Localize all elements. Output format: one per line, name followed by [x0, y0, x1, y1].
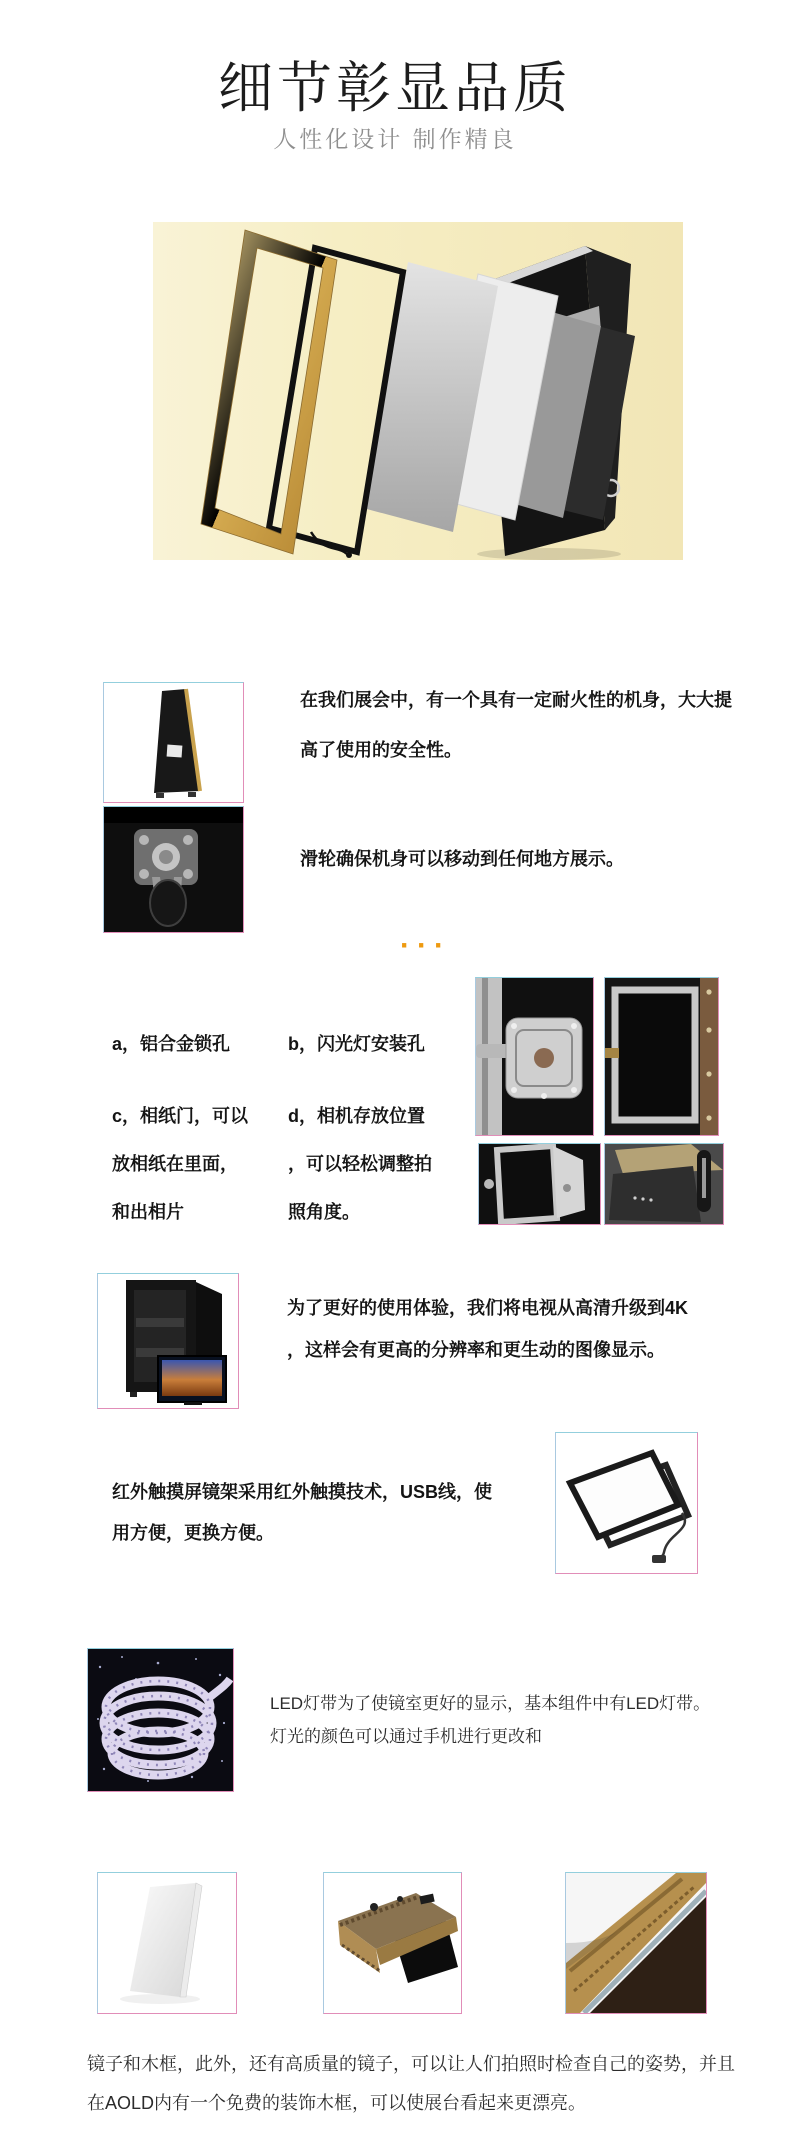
mirror-sheet-illustration	[98, 1873, 236, 2013]
page-subtitle: 人性化设计 制作精良	[273, 126, 517, 152]
tv4k-text-line1: 为了更好的使用体验，我们将电视从高清升级到4K	[287, 1298, 689, 1318]
fireproof-text-line1: 在我们展会中，有一个具有一定耐火性的机身，大大提	[300, 690, 732, 710]
wheels-text: 滑轮确保机身可以移动到任何地方展示。	[300, 849, 624, 869]
feature-c-line2: 放相纸在里面，	[112, 1154, 238, 1174]
feature-c-line3: 和出相片	[112, 1202, 184, 1222]
footer-text-line2: 在AOLD内有一个免费的装饰木框，可以使展台看起来更漂亮。	[87, 2093, 587, 2113]
section-divider-dots: ···	[400, 929, 451, 962]
mirror-sheet-image	[97, 1872, 237, 2014]
feature-d-line2: ，可以轻松调整拍	[288, 1154, 432, 1174]
machine-body-image	[103, 682, 244, 803]
machine-body-illustration	[104, 683, 243, 802]
hero-exploded-view-image	[153, 222, 683, 560]
ir-touch-text-line2: 用方便，更换方便。	[112, 1523, 274, 1543]
paper-door-illustration	[479, 1144, 600, 1224]
camera-position-illustration	[605, 1144, 723, 1224]
fireproof-text-line2: 高了使用的安全性。	[300, 740, 462, 760]
led-text-line2: 灯光的颜色可以通过手机进行更改和	[270, 1727, 542, 1746]
led-text-line1: LED灯带为了使镜室更好的显示，基本组件中有LED灯带。	[270, 1694, 711, 1713]
ir-touch-frame-illustration	[556, 1433, 697, 1573]
led-strip-image	[87, 1648, 234, 1792]
ir-touch-text-line1: 红外触摸屏镜架采用红外触摸技术，USB线，使	[112, 1482, 493, 1502]
lock-hole-image	[475, 977, 594, 1136]
framed-mirror-corner-image	[565, 1872, 707, 2014]
hero-illustration	[153, 222, 683, 560]
feature-a-label: a，铝合金锁孔	[112, 1034, 231, 1054]
led-strip-illustration	[88, 1649, 233, 1791]
ir-touch-frame-image	[555, 1432, 698, 1574]
cabinet-tv-image	[97, 1273, 239, 1409]
feature-d-line3: 照角度。	[288, 1202, 360, 1222]
wood-frame-top-image	[323, 1872, 462, 2014]
lock-hole-illustration	[476, 978, 593, 1135]
flash-mount-hole-image	[604, 977, 719, 1136]
camera-position-image	[604, 1143, 724, 1225]
feature-c-line1: c，相纸门，可以	[112, 1106, 249, 1126]
framed-mirror-corner-illustration	[566, 1873, 706, 2013]
wood-frame-top-illustration	[324, 1873, 461, 2013]
paper-door-image	[478, 1143, 601, 1225]
cabinet-tv-illustration	[98, 1274, 238, 1408]
footer-text-line1: 镜子和木框，此外，还有高质量的镜子，可以让人们拍照时检查自己的姿势，并且	[87, 2054, 735, 2074]
feature-b-label: b，闪光灯安装孔	[288, 1034, 425, 1054]
caster-wheel-image	[103, 806, 244, 933]
page-title: 细节彰显品质	[217, 57, 572, 119]
caster-wheel-illustration	[104, 807, 243, 932]
feature-d-line1: d，相机存放位置	[288, 1106, 425, 1126]
flash-mount-hole-illustration	[605, 978, 718, 1135]
tv4k-text-line2: ，这样会有更高的分辨率和更生动的图像显示。	[287, 1340, 665, 1360]
